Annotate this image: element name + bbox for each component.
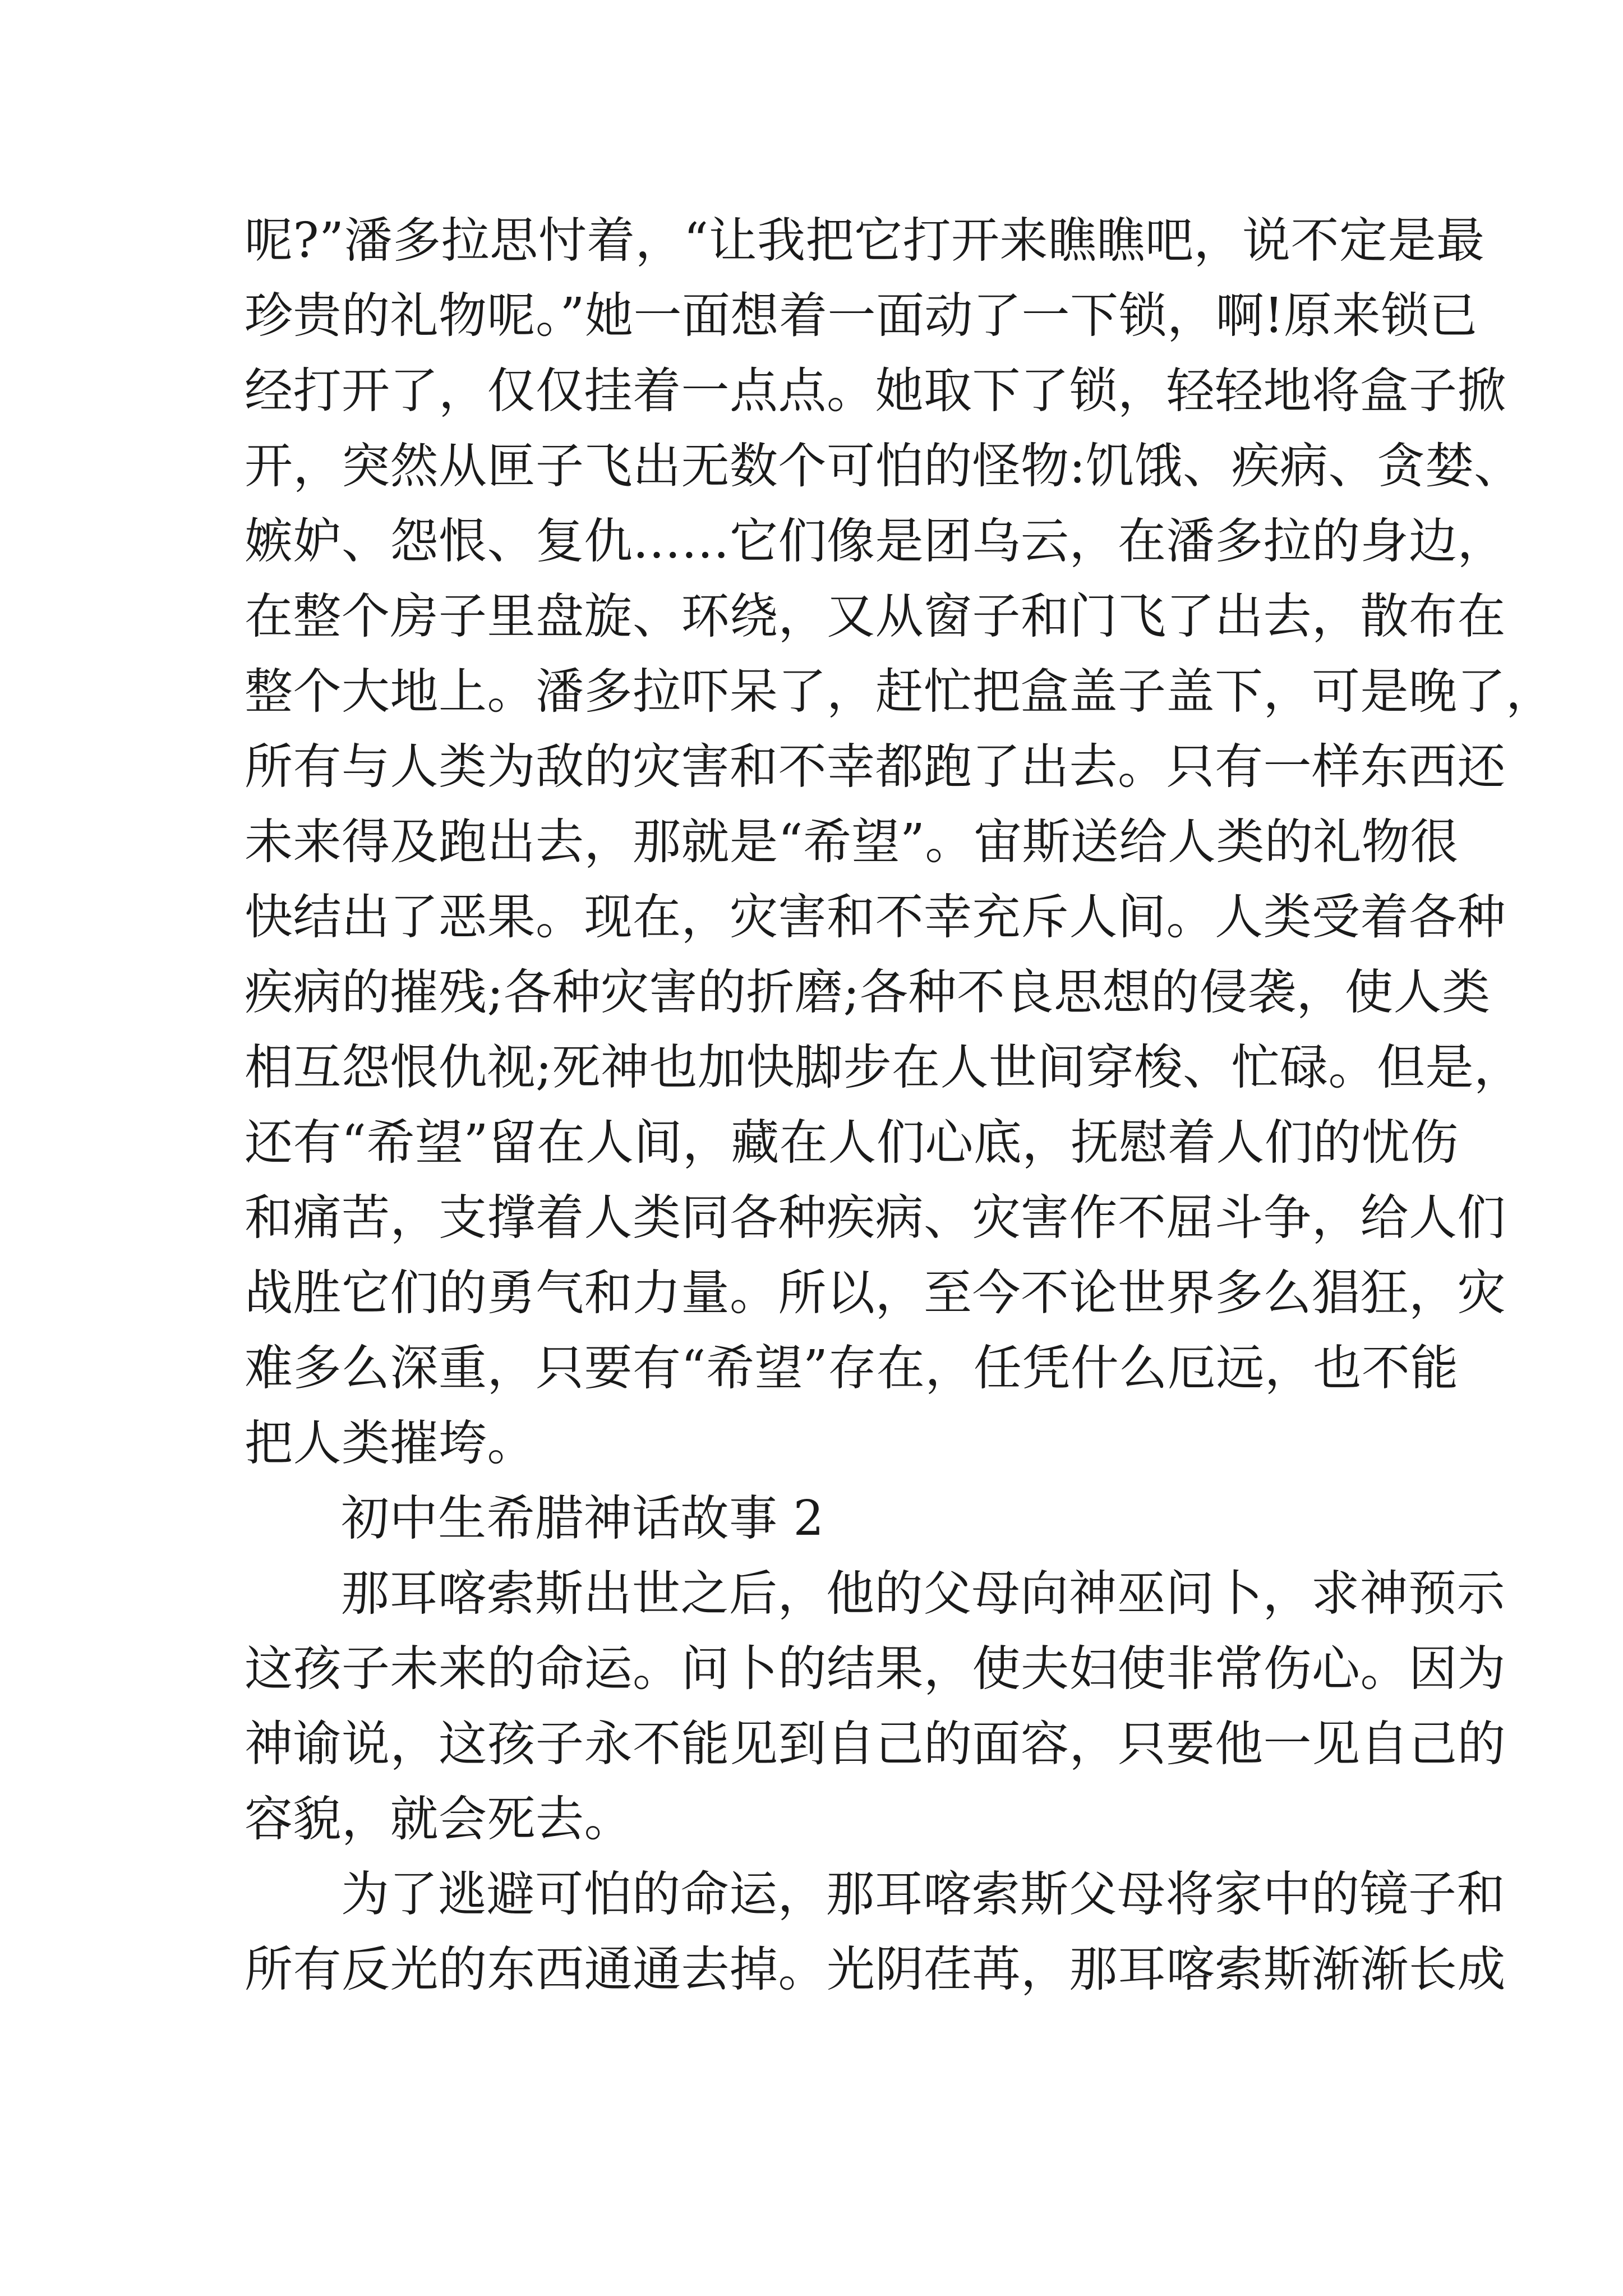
document-body <box>245 203 1555 2007</box>
text-line: 经打开了，仅仅挂着一点点。她取下了锁，轻轻地将盒子掀 <box>245 363 1506 419</box>
text-line: 为了逃避可怕的命运，那耳喀索斯父母将家中的镜子和 <box>341 1866 1505 1922</box>
text-line: 容貌，就会死去。 <box>245 1791 633 1847</box>
text-line: 在整个房子里盘旋、环绕，又从窗子和门飞了出去，散布在 <box>245 588 1506 645</box>
text-line: 那耳喀索斯出世之后，他的父母向神巫问卜，求神预示 <box>341 1566 1505 1622</box>
text-line: 和痛苦，支撑着人类同各种疾病、灾害作不屈斗争，给人们 <box>245 1190 1506 1246</box>
text-line: 所有与人类为敌的灾害和不幸都跑了出去。只有一样东西还 <box>245 739 1506 795</box>
text-line: 神谕说，这孩子永不能见到自己的面容，只要他一见自己的 <box>245 1716 1506 1772</box>
text-line: 开，突然从匣子飞出无数个可怕的怪物:饥饿、疾病、贪婪、 <box>245 438 1523 494</box>
text-line: 难多么深重，只要有“希望”存在，任凭什么厄远，也不能 <box>245 1340 1459 1396</box>
text-line: 还有“希望”留在人间，藏在人们心底，抚慰着人们的忧伤 <box>245 1115 1459 1171</box>
text-line: 把人类摧垮。 <box>245 1415 536 1471</box>
text-line: 未来得及跑出去，那就是“希望”。宙斯送给人类的礼物很 <box>245 814 1459 870</box>
text-line: 这孩子未来的命运。问卜的结果，使夫妇使非常伤心。因为 <box>245 1641 1506 1697</box>
text-line: 快结出了恶果。现在，灾害和不幸充斥人间。人类受着各种 <box>245 889 1506 945</box>
text-line: 疾病的摧残;各种灾害的折磨;各种不良思想的侵袭，使人类 <box>245 964 1491 1020</box>
text-line: 战胜它们的勇气和力量。所以，至今不论世界多么猖狂，灾 <box>245 1265 1506 1321</box>
text-line: 整个大地上。潘多拉吓呆了，赶忙把盒盖子盖下，可是晚了， <box>245 664 1555 720</box>
text-line: 相互怨恨仇视;死神也加快脚步在人世间穿梭、忙碌。但是， <box>245 1039 1523 1096</box>
text-line: 呢?”潘多拉思忖着，“让我把它打开来瞧瞧吧，说不定是最 <box>245 213 1485 269</box>
text-line: 珍贵的礼物呢。”她一面想着一面动了一下锁，啊!原来锁已 <box>245 288 1478 344</box>
text-line: 嫉妒、怨恨、复仇……它们像是团乌云，在潘多拉的身边， <box>245 513 1506 569</box>
section-heading: 初中生希腊神话故事 2 <box>341 1490 824 1547</box>
text-line: 所有反光的东西通通去掉。光阴荏苒，那耳喀索斯渐渐长成 <box>245 1941 1506 1998</box>
